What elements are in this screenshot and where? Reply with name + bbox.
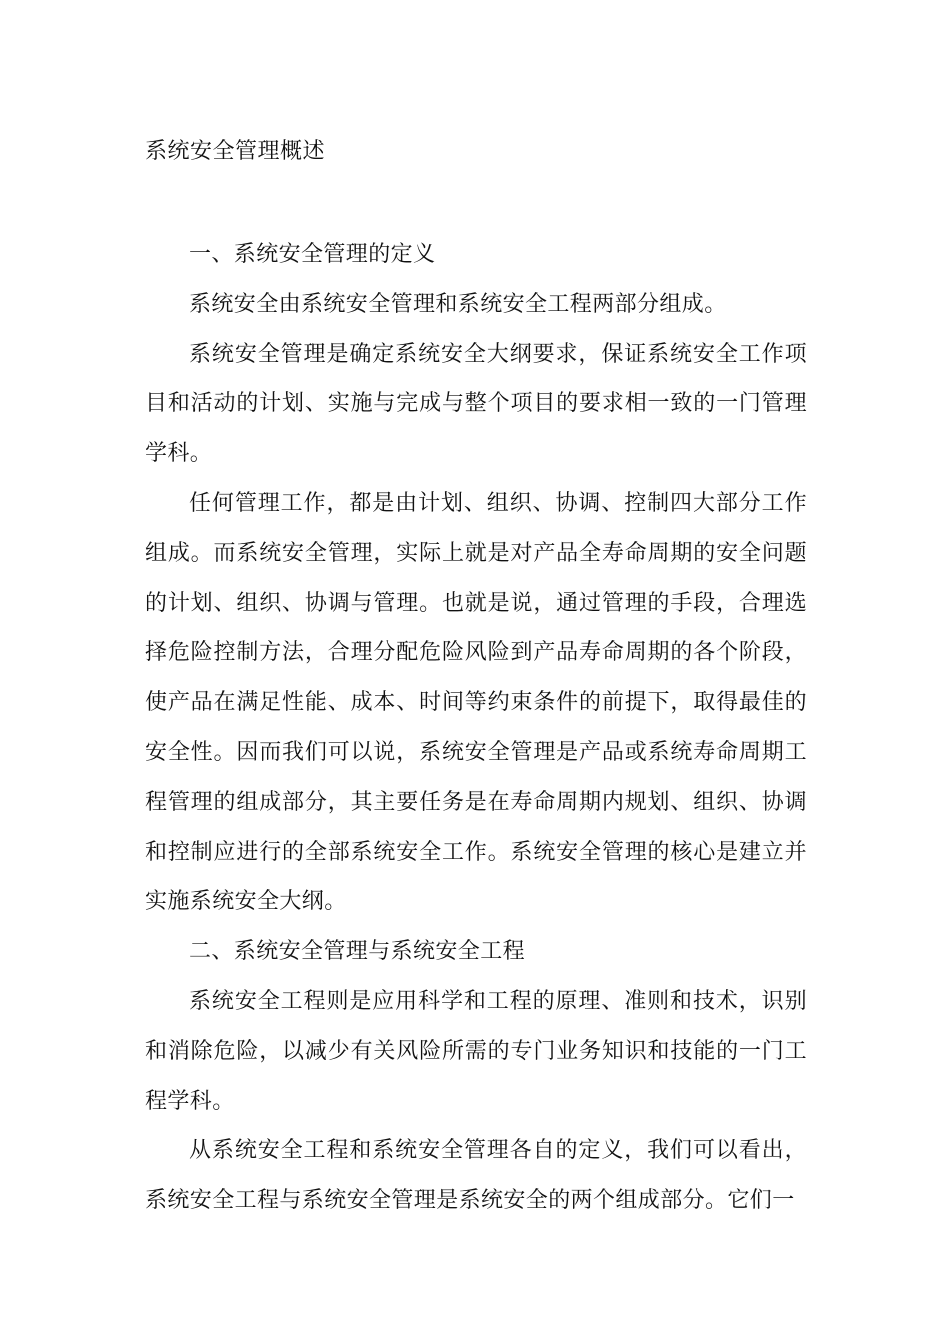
paragraph: 任何管理工作，都是由计划、组织、协调、控制四大部分工作组成。而系统安全管理，实际上就是对产品全寿命周期的安全问题的计划、组织、协调与管理。也就是说，通过管理的手段，合理选择危险控制方法，合理分配危险风险到产品寿命周期的各个阶段，使产品在满足性能、成本、时间等约束条件的前提下，取得最佳的安全性。因而我们可以说，系统安全管理是产品或系统寿命周期工程管理的组成部分，其主要任务是在寿命周期内规划、组织、协调和控制应进行的全部系统安全工作。系统安全管理的核心是建立并实施系统安全大纲。	[145, 490, 807, 915]
section-heading-2: 二、系统安全管理与系统安全工程	[189, 939, 526, 965]
paragraph: 系统安全管理是确定系统安全大纲要求，保证系统安全工作项目和活动的计划、实施与完成与整个项目的要求相一致的一门管理学科。	[145, 341, 807, 467]
paragraph: 系统安全工程则是应用科学和工程的原理、准则和技术，识别和消除危险，以减少有关风险所需的专门业务知识和技能的一门工程学科。	[145, 988, 807, 1114]
paragraph: 从系统安全工程和系统安全管理各自的定义，我们可以看出，系统安全工程与系统安全管理是系统安全的两个组成部分。它们一	[145, 1138, 807, 1214]
paragraph: 系统安全由系统安全管理和系统安全工程两部分组成。	[189, 291, 727, 317]
section-heading-1: 一、系统安全管理的定义	[189, 242, 436, 267]
document-body	[145, 230, 807, 1226]
document-title: 系统安全管理概述	[145, 139, 326, 164]
